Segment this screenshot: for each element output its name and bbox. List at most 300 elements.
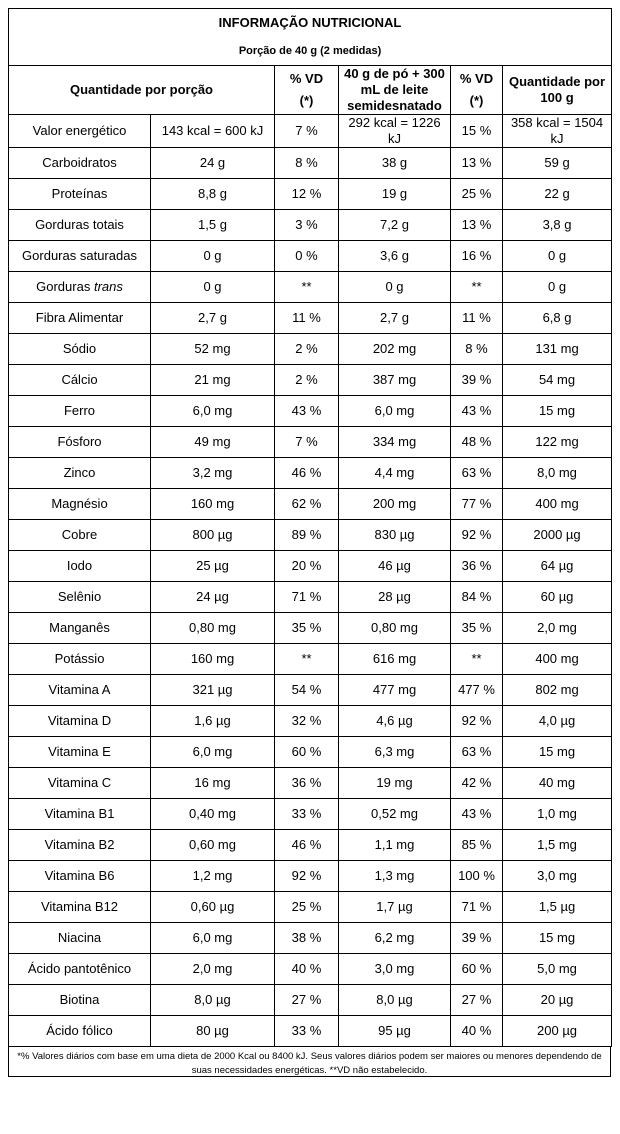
quantity-prepared xyxy=(339,489,451,520)
nutrient-name-text: Vitamina C xyxy=(47,775,112,790)
quantity-per-portion xyxy=(151,985,275,1016)
quantity-per-100g-text: 1,5 µg xyxy=(538,899,576,914)
quantity-per-100g-text: 131 mg xyxy=(535,341,579,356)
vd-prepared-text: 477 % xyxy=(458,682,495,697)
quantity-prepared xyxy=(339,179,451,210)
quantity-per-100g-text: 15 mg xyxy=(538,744,576,759)
vd-portion-text: 54 % xyxy=(291,682,322,697)
vd-portion-text: 32 % xyxy=(291,713,322,728)
nutrient-name xyxy=(9,365,151,396)
vd-portion-text: 2 % xyxy=(295,341,318,356)
quantity-per-portion xyxy=(151,396,275,427)
nutrient-name xyxy=(9,1016,151,1047)
vd-portion-text: 25 % xyxy=(291,899,322,914)
quantity-prepared xyxy=(339,613,451,644)
quantity-per-100g-text: 400 mg xyxy=(535,496,579,511)
nutrient-name xyxy=(9,768,151,799)
nutrient-name xyxy=(9,923,151,954)
quantity-per-100g xyxy=(503,1016,612,1047)
nutrient-name xyxy=(9,551,151,582)
quantity-prepared-text: 0,80 mg xyxy=(371,620,418,635)
table-row xyxy=(9,582,612,613)
vd-portion xyxy=(275,737,339,768)
quantity-prepared xyxy=(339,458,451,489)
nutrient-name-text: Vitamina A xyxy=(48,682,111,697)
quantity-per-100g xyxy=(503,365,612,396)
table-row xyxy=(9,241,612,272)
quantity-prepared xyxy=(339,954,451,985)
vd-portion xyxy=(275,799,339,830)
quantity-per-100g xyxy=(503,179,612,210)
nutrient-name-text: Cobre xyxy=(61,527,98,542)
quantity-per-portion xyxy=(151,923,275,954)
quantity-per-portion xyxy=(151,892,275,923)
header-vd-portion xyxy=(275,66,339,115)
vd-portion xyxy=(275,613,339,644)
vd-prepared-text: 16 % xyxy=(461,248,492,263)
quantity-prepared xyxy=(339,303,451,334)
vd-portion xyxy=(275,303,339,334)
quantity-prepared-text: 387 mg xyxy=(372,372,417,387)
nutrient-name-text: Gorduras xyxy=(36,279,91,294)
vd-prepared-text: 13 % xyxy=(461,217,492,232)
quantity-per-portion xyxy=(151,1016,275,1047)
vd-portion xyxy=(275,551,339,582)
table-row xyxy=(9,830,612,861)
quantity-per-portion-text: 0,60 mg xyxy=(189,837,236,852)
vd-prepared-text: ** xyxy=(471,651,482,666)
vd-prepared xyxy=(451,768,503,799)
nutrient-name xyxy=(9,458,151,489)
quantity-per-100g xyxy=(503,396,612,427)
nutrient-name xyxy=(9,427,151,458)
vd-portion-text: ** xyxy=(301,279,312,294)
vd-portion xyxy=(275,644,339,675)
nutrient-name-text: Selênio xyxy=(57,589,102,604)
quantity-per-portion-text: 16 mg xyxy=(194,775,231,790)
quantity-per-100g-text: 59 g xyxy=(544,155,570,170)
quantity-per-100g xyxy=(503,489,612,520)
quantity-per-portion-text: 25 µg xyxy=(196,558,229,573)
table-row xyxy=(9,520,612,551)
vd-prepared xyxy=(451,210,503,241)
quantity-prepared xyxy=(339,365,451,396)
quantity-per-portion-text: 6,0 mg xyxy=(192,744,233,759)
table-row xyxy=(9,458,612,489)
vd-prepared xyxy=(451,923,503,954)
quantity-per-portion xyxy=(151,179,275,210)
quantity-per-portion xyxy=(151,210,275,241)
table-row xyxy=(9,737,612,768)
table-row xyxy=(9,148,612,179)
header-vd-label: % VD xyxy=(289,71,324,86)
portion-size: Porção de 40 g (2 medidas) xyxy=(238,45,382,57)
quantity-per-100g xyxy=(503,644,612,675)
quantity-prepared-text: 6,3 mg xyxy=(374,744,415,759)
vd-portion xyxy=(275,830,339,861)
vd-portion xyxy=(275,365,339,396)
quantity-per-portion xyxy=(151,458,275,489)
vd-portion xyxy=(275,396,339,427)
vd-portion xyxy=(275,675,339,706)
vd-prepared-text: 92 % xyxy=(461,713,492,728)
quantity-prepared xyxy=(339,644,451,675)
quantity-per-portion xyxy=(151,582,275,613)
vd-prepared-text: 63 % xyxy=(461,744,492,759)
vd-prepared-text: 84 % xyxy=(461,589,492,604)
table-row xyxy=(9,799,612,830)
vd-portion xyxy=(275,427,339,458)
vd-portion xyxy=(275,489,339,520)
vd-portion-text: 71 % xyxy=(291,589,322,604)
quantity-per-portion-text: 8,8 g xyxy=(198,186,227,201)
quantity-per-100g-text: 3,0 mg xyxy=(537,868,577,883)
nutrient-name xyxy=(9,179,151,210)
vd-prepared xyxy=(451,427,503,458)
quantity-prepared xyxy=(339,799,451,830)
nutrient-name-text: Carboidratos xyxy=(42,155,117,170)
quantity-prepared-text: 200 mg xyxy=(372,496,417,511)
quantity-per-portion-text: 1,2 mg xyxy=(192,868,233,883)
vd-portion-text: 60 % xyxy=(291,744,322,759)
nutrient-name-text: Niacina xyxy=(57,930,102,945)
quantity-per-portion xyxy=(151,489,275,520)
vd-portion-text: 43 % xyxy=(291,403,322,418)
quantity-per-portion-text: 21 mg xyxy=(194,372,231,387)
quantity-per-100g xyxy=(503,954,612,985)
quantity-prepared-text: 1,3 mg xyxy=(374,868,415,883)
quantity-per-100g-text: 2,0 mg xyxy=(537,620,577,635)
quantity-per-100g-text: 1,0 mg xyxy=(537,806,577,821)
table-row xyxy=(9,892,612,923)
quantity-prepared-text: 3,6 g xyxy=(380,248,409,263)
nutrient-name-text: Vitamina B6 xyxy=(44,868,115,883)
quantity-per-portion-text: 0 g xyxy=(203,279,222,294)
nutrient-name-text: Potássio xyxy=(54,651,105,666)
table-row xyxy=(9,551,612,582)
quantity-per-portion xyxy=(151,737,275,768)
vd-prepared-text: 42 % xyxy=(461,775,492,790)
table-row xyxy=(9,115,612,148)
quantity-per-portion xyxy=(151,241,275,272)
vd-prepared xyxy=(451,520,503,551)
nutrient-name xyxy=(9,334,151,365)
quantity-prepared-text: 616 mg xyxy=(372,651,417,666)
table-row xyxy=(9,985,612,1016)
vd-portion-text: 89 % xyxy=(291,527,322,542)
quantity-per-portion-text: 1,5 g xyxy=(198,217,227,232)
quantity-prepared xyxy=(339,272,451,303)
quantity-per-portion-text: 800 µg xyxy=(192,527,233,542)
vd-portion-text: 33 % xyxy=(291,1023,322,1038)
quantity-per-portion xyxy=(151,520,275,551)
nutrient-name xyxy=(9,892,151,923)
quantity-per-100g-text: 4,0 µg xyxy=(538,713,576,728)
vd-portion-text: 33 % xyxy=(291,806,322,821)
quantity-per-portion-text: 6,0 mg xyxy=(192,930,233,945)
quantity-per-100g-text: 20 µg xyxy=(540,992,574,1007)
quantity-prepared-text: 19 g xyxy=(381,186,408,201)
quantity-prepared xyxy=(339,396,451,427)
quantity-per-100g xyxy=(503,334,612,365)
quantity-per-100g-text: 8,0 mg xyxy=(537,465,577,480)
quantity-per-portion xyxy=(151,148,275,179)
quantity-prepared xyxy=(339,675,451,706)
vd-prepared xyxy=(451,551,503,582)
quantity-per-100g xyxy=(503,737,612,768)
quantity-per-portion-text: 3,2 mg xyxy=(192,465,233,480)
header-vd-note: (*) xyxy=(299,93,314,108)
vd-prepared xyxy=(451,737,503,768)
quantity-per-100g-text: 5,0 mg xyxy=(537,961,577,976)
quantity-prepared xyxy=(339,830,451,861)
quantity-per-100g xyxy=(503,613,612,644)
quantity-prepared xyxy=(339,115,451,148)
vd-portion xyxy=(275,1016,339,1047)
vd-portion xyxy=(275,241,339,272)
quantity-per-portion xyxy=(151,272,275,303)
nutrient-name xyxy=(9,706,151,737)
quantity-prepared-text: 6,0 mg xyxy=(374,403,415,418)
nutrient-name-text: Cálcio xyxy=(61,372,98,387)
vd-portion xyxy=(275,706,339,737)
quantity-prepared-text: 292 kcal = 1226 kJ xyxy=(348,115,441,146)
nutrient-name xyxy=(9,985,151,1016)
nutrient-name-text: Vitamina E xyxy=(48,744,111,759)
table-row xyxy=(9,923,612,954)
nutrient-name-text: Ácido fólico xyxy=(46,1023,113,1038)
vd-prepared xyxy=(451,396,503,427)
table-row xyxy=(9,861,612,892)
quantity-per-100g xyxy=(503,768,612,799)
quantity-prepared xyxy=(339,148,451,179)
quantity-per-portion xyxy=(151,675,275,706)
vd-prepared-text: 63 % xyxy=(461,465,492,480)
nutrient-name xyxy=(9,489,151,520)
quantity-prepared-text: 202 mg xyxy=(372,341,417,356)
vd-portion-text: 62 % xyxy=(291,496,322,511)
vd-prepared-text: 40 % xyxy=(461,1023,492,1038)
quantity-per-portion xyxy=(151,954,275,985)
vd-portion-text: 27 % xyxy=(291,992,322,1007)
vd-prepared xyxy=(451,830,503,861)
vd-prepared-text: 39 % xyxy=(461,930,492,945)
quantity-per-portion-text: 2,0 mg xyxy=(192,961,233,976)
table-row xyxy=(9,675,612,706)
nutrient-name xyxy=(9,644,151,675)
vd-portion-text: 7 % xyxy=(295,123,318,138)
vd-portion-text: 38 % xyxy=(291,930,322,945)
quantity-prepared xyxy=(339,737,451,768)
quantity-per-portion xyxy=(151,551,275,582)
quantity-per-portion-text: 49 mg xyxy=(194,434,231,449)
nutrient-name xyxy=(9,241,151,272)
quantity-per-portion xyxy=(151,706,275,737)
vd-prepared xyxy=(451,644,503,675)
quantity-per-portion xyxy=(151,768,275,799)
quantity-per-100g xyxy=(503,241,612,272)
vd-portion xyxy=(275,768,339,799)
quantity-prepared xyxy=(339,427,451,458)
vd-prepared-text: 39 % xyxy=(461,372,492,387)
quantity-per-100g-text: 15 mg xyxy=(538,930,576,945)
quantity-prepared-text: 1,1 mg xyxy=(374,837,415,852)
quantity-per-100g-text: 64 µg xyxy=(540,558,574,573)
vd-prepared-text: 60 % xyxy=(461,961,492,976)
vd-prepared-text: 77 % xyxy=(461,496,492,511)
nutrient-name xyxy=(9,303,151,334)
quantity-per-100g xyxy=(503,427,612,458)
vd-prepared xyxy=(451,241,503,272)
vd-portion-text: 2 % xyxy=(295,372,318,387)
vd-prepared-text: ** xyxy=(471,279,482,294)
vd-prepared-text: 15 % xyxy=(461,123,492,138)
table-title-cell xyxy=(9,9,612,66)
vd-prepared xyxy=(451,179,503,210)
table-row xyxy=(9,210,612,241)
quantity-prepared-text: 0,52 mg xyxy=(371,806,418,821)
quantity-per-portion xyxy=(151,334,275,365)
quantity-per-portion-text: 52 mg xyxy=(194,341,231,356)
vd-prepared xyxy=(451,954,503,985)
quantity-per-100g-text: 1,5 mg xyxy=(537,837,577,852)
quantity-prepared-text: 7,2 g xyxy=(380,217,409,232)
quantity-per-100g xyxy=(503,551,612,582)
quantity-per-100g xyxy=(503,830,612,861)
quantity-per-100g-text: 802 mg xyxy=(535,682,579,697)
vd-prepared-text: 13 % xyxy=(461,155,492,170)
nutrient-name-text: Valor energético xyxy=(32,123,127,138)
quantity-per-100g-text: 2000 µg xyxy=(533,527,581,542)
vd-portion-text: 36 % xyxy=(291,775,322,790)
vd-prepared-text: 48 % xyxy=(461,434,492,449)
vd-portion xyxy=(275,985,339,1016)
nutrient-name xyxy=(9,520,151,551)
vd-portion-text: 8 % xyxy=(295,155,318,170)
vd-portion xyxy=(275,115,339,148)
quantity-prepared-text: 95 µg xyxy=(378,1023,411,1038)
quantity-prepared xyxy=(339,985,451,1016)
vd-prepared-text: 71 % xyxy=(461,899,492,914)
quantity-prepared-text: 830 µg xyxy=(374,527,415,542)
quantity-per-100g-text: 0 g xyxy=(547,248,567,263)
quantity-per-100g-text: 400 mg xyxy=(535,651,579,666)
vd-prepared xyxy=(451,303,503,334)
table-row xyxy=(9,303,612,334)
quantity-per-100g xyxy=(503,799,612,830)
table-row xyxy=(9,1016,612,1047)
vd-portion xyxy=(275,520,339,551)
vd-portion xyxy=(275,458,339,489)
quantity-prepared-text: 6,2 mg xyxy=(374,930,415,945)
quantity-prepared xyxy=(339,923,451,954)
vd-prepared xyxy=(451,582,503,613)
quantity-per-portion-text: 1,6 µg xyxy=(194,713,231,728)
nutrient-name xyxy=(9,861,151,892)
vd-prepared xyxy=(451,334,503,365)
quantity-prepared xyxy=(339,892,451,923)
quantity-per-100g-text: 15 mg xyxy=(538,403,576,418)
quantity-prepared-text: 28 µg xyxy=(378,589,411,604)
vd-portion-text: 11 % xyxy=(292,310,321,325)
vd-portion-text: 0 % xyxy=(295,248,318,263)
vd-prepared-text: 43 % xyxy=(461,403,492,418)
nutrient-name xyxy=(9,210,151,241)
quantity-per-100g xyxy=(503,520,612,551)
vd-prepared xyxy=(451,861,503,892)
vd-prepared-text: 11 % xyxy=(462,310,491,325)
quantity-per-100g xyxy=(503,148,612,179)
nutrient-name-text: Fibra Alimentar xyxy=(35,310,124,325)
vd-portion xyxy=(275,954,339,985)
vd-portion-text: 3 % xyxy=(295,217,318,232)
quantity-per-portion-text: 0,40 mg xyxy=(189,806,236,821)
header-vd2-note: (*) xyxy=(469,93,484,108)
quantity-prepared xyxy=(339,861,451,892)
vd-prepared xyxy=(451,148,503,179)
nutrient-name-italic: trans xyxy=(93,279,123,294)
vd-prepared-text: 85 % xyxy=(461,837,492,852)
vd-prepared xyxy=(451,489,503,520)
nutrient-name-text: Ferro xyxy=(63,403,96,418)
quantity-per-portion xyxy=(151,861,275,892)
table-row xyxy=(9,644,612,675)
quantity-prepared xyxy=(339,582,451,613)
quantity-per-portion-text: 2,7 g xyxy=(198,310,227,325)
quantity-per-portion-text: 160 mg xyxy=(190,651,235,666)
table-row xyxy=(9,272,612,303)
quantity-prepared-text: 4,6 µg xyxy=(376,713,413,728)
table-row xyxy=(9,334,612,365)
nutrition-table xyxy=(8,8,612,1047)
quantity-per-portion xyxy=(151,644,275,675)
quantity-per-100g-text: 358 kcal = 1504 kJ xyxy=(510,115,604,146)
vd-prepared-text: 92 % xyxy=(461,527,492,542)
vd-portion-text: 92 % xyxy=(291,868,322,883)
quantity-prepared-text: 19 mg xyxy=(376,775,413,790)
quantity-prepared-text: 4,4 mg xyxy=(374,465,415,480)
vd-portion xyxy=(275,148,339,179)
nutrient-name xyxy=(9,396,151,427)
quantity-prepared xyxy=(339,520,451,551)
quantity-prepared-text: 2,7 g xyxy=(380,310,409,325)
table-row xyxy=(9,179,612,210)
vd-portion-text: 12 % xyxy=(291,186,322,201)
nutrient-name-text: Zinco xyxy=(63,465,96,480)
nutrient-name-text: Manganês xyxy=(49,620,110,635)
quantity-per-portion-text: 6,0 mg xyxy=(192,403,233,418)
quantity-prepared xyxy=(339,334,451,365)
quantity-prepared xyxy=(339,706,451,737)
table-title: INFORMAÇÃO NUTRICIONAL xyxy=(218,15,402,30)
vd-portion xyxy=(275,334,339,365)
quantity-per-portion-text: 24 g xyxy=(199,155,226,170)
nutrient-name-text: Vitamina B1 xyxy=(44,806,115,821)
quantity-per-portion xyxy=(151,613,275,644)
header-vd-prepared xyxy=(451,66,503,115)
vd-prepared xyxy=(451,365,503,396)
quantity-prepared xyxy=(339,551,451,582)
vd-portion xyxy=(275,923,339,954)
header-vd2-label: % VD xyxy=(459,71,494,86)
quantity-prepared-text: 334 mg xyxy=(372,434,417,449)
quantity-per-portion xyxy=(151,830,275,861)
quantity-per-100g xyxy=(503,706,612,737)
nutrient-name-text: Vitamina D xyxy=(47,713,112,728)
vd-prepared xyxy=(451,799,503,830)
vd-portion-text: 35 % xyxy=(291,620,322,635)
table-row xyxy=(9,613,612,644)
